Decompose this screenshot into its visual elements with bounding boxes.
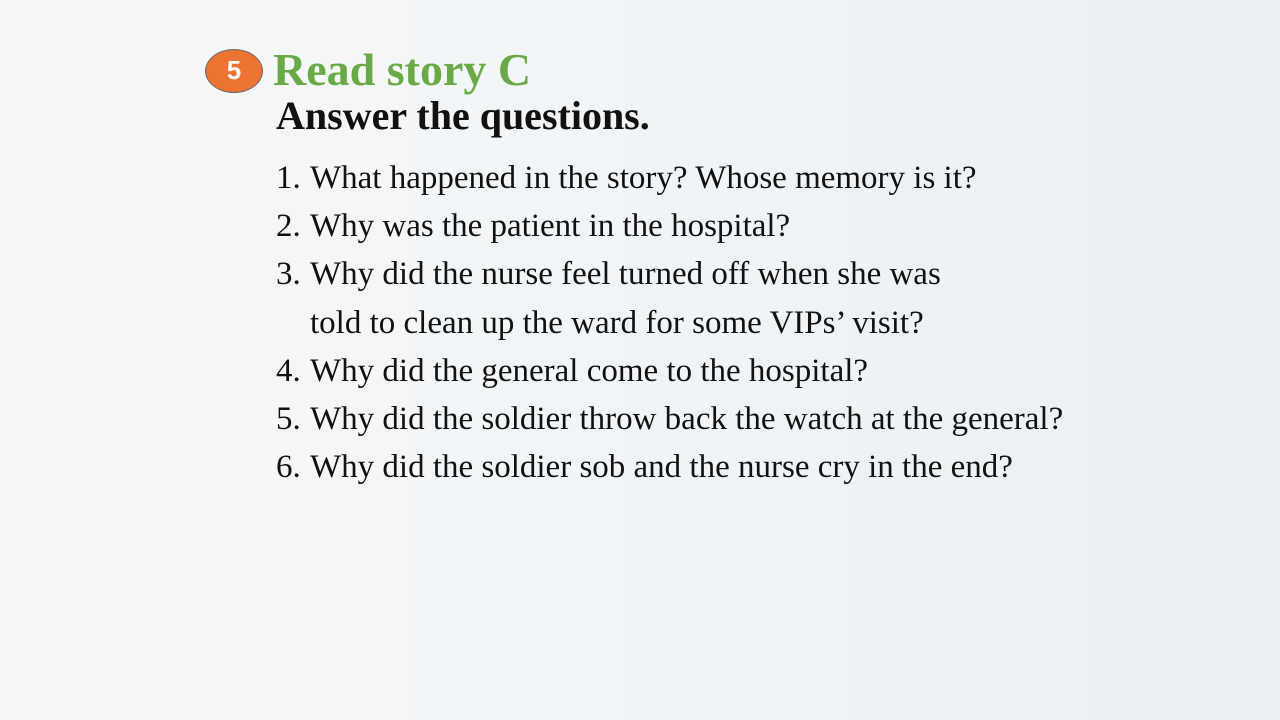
question-text: Why was the patient in the hospital? <box>310 208 791 245</box>
question-text: Why did the general come to the hospital? <box>310 352 869 389</box>
question-list <box>276 154 1063 491</box>
question-item <box>276 347 1063 395</box>
question-item <box>276 395 1063 443</box>
slide-title: Read story C <box>273 44 532 95</box>
question-number: 4. <box>276 352 301 389</box>
question-number: 1. <box>276 160 301 196</box>
question-number: 5. <box>276 401 301 438</box>
question-item <box>276 202 1063 250</box>
question-item <box>276 443 1063 491</box>
section-number-badge: 5 <box>205 49 263 93</box>
question-text: Why did the soldier sob and the nurse cry in the end? <box>310 449 1013 486</box>
question-text-continued: told to clean up the ward for some VIPs’ visit? <box>310 304 924 341</box>
question-item <box>276 250 1063 346</box>
question-text: What happened in the story? Whose memory is it? <box>310 160 977 196</box>
question-item <box>276 154 1063 202</box>
question-text: Why did the soldier throw back the watch at the general? <box>310 401 1064 438</box>
question-number: 2. <box>276 208 301 245</box>
question-number: 3. <box>276 256 301 293</box>
question-text: Why did the nurse feel turned off when she was <box>310 256 941 293</box>
slide-subtitle: Answer the questions. <box>276 93 650 138</box>
question-number: 6. <box>276 449 301 486</box>
